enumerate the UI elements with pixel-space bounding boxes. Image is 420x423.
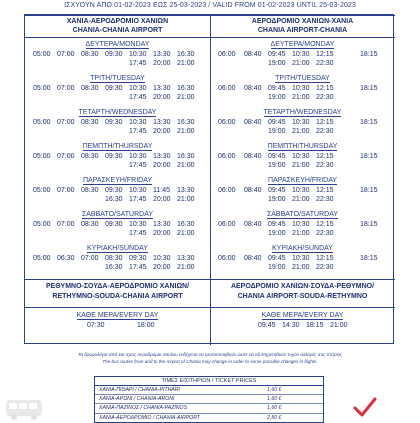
time-cell: 21:00	[177, 128, 195, 135]
time-cell: 17:45	[129, 162, 147, 169]
time-cell: 20:00	[153, 128, 171, 135]
ticket-prices-table	[94, 376, 324, 423]
time-cell: 16:30	[105, 264, 123, 271]
route-title-gr: ΧΑΝΙΑ-ΑΕΡΟΔΡΟΜΙΟ ΧΑΝΙΩΝ	[66, 18, 169, 25]
time-cell: 10:30	[292, 187, 310, 194]
time-cell: 12:15	[316, 153, 334, 160]
time-cell: 17:45	[129, 60, 147, 67]
time-cell: 07:00	[57, 153, 75, 160]
route2-title-gr: ΡΕΘΥΜΝΟ-ΣΟΥΔΑ-ΑΕΡΟΔΡΟΜΙΟ ΧΑΝΙΩΝ/	[45, 283, 190, 290]
time-cell: 12:15	[316, 221, 334, 228]
prices-header: ΤΙΜΕΣ ΕΙΣΙΤΗΡΙΩΝ / TICKET PRICES	[95, 377, 323, 386]
time-cell: 19:00	[268, 60, 286, 67]
route2-times-row	[210, 321, 395, 330]
time-cell: 09:45	[268, 85, 286, 92]
times-row	[210, 59, 395, 68]
time-cell: 10:30	[129, 221, 147, 228]
times-row	[210, 186, 395, 195]
time-cell: 22:30	[316, 94, 334, 101]
time-cell: 18:15	[360, 153, 378, 160]
time-cell: 07:00	[57, 85, 75, 92]
price-row	[95, 404, 323, 413]
time-cell: 21:00	[292, 128, 310, 135]
route2-times-row	[25, 321, 210, 330]
time-cell: 22:30	[316, 196, 334, 203]
time-cell: 19:00	[268, 264, 286, 271]
time-cell: 18:15	[360, 85, 378, 92]
time-cell: 06:00	[218, 85, 236, 92]
time-cell: 09:45	[258, 322, 276, 329]
price-route: ΧΑΝΙΑ-ΑΡΩΝΙ / CHANIA-ARONI	[99, 396, 175, 403]
times-row	[25, 59, 210, 68]
price-value: 1,60 €	[267, 396, 282, 403]
time-cell: 20:00	[153, 230, 171, 237]
time-cell: 07:00	[81, 255, 99, 262]
day-label: ΣΑΒΒΑΤΟ/SATURDAY	[266, 211, 339, 218]
day-label: ΔΕΥΤΕΡΑ/MONDAY	[270, 41, 335, 48]
time-cell: 18:15	[360, 119, 378, 126]
time-cell: 05:00	[33, 187, 51, 194]
time-cell: 22:30	[316, 60, 334, 67]
time-cell: 09:45	[268, 221, 286, 228]
time-cell: 19:00	[268, 162, 286, 169]
time-cell: 22:30	[316, 128, 334, 135]
time-cell: 17:45	[129, 196, 147, 203]
time-cell: 10:30	[129, 153, 147, 160]
time-cell: 22:30	[316, 230, 334, 237]
chania-to-airport-column	[25, 15, 210, 343]
time-cell: 21:00	[292, 60, 310, 67]
price-row	[95, 395, 323, 404]
time-cell: 13:30	[153, 51, 171, 58]
time-cell: 09:30	[105, 51, 123, 58]
time-cell: 20:00	[153, 60, 171, 67]
time-cell: 12:15	[316, 187, 334, 194]
time-cell: 06:00	[218, 255, 236, 262]
times-row	[210, 195, 395, 204]
time-cell: 08:30	[81, 153, 99, 160]
time-cell: 10:30	[292, 153, 310, 160]
day-label: ΠΕΜΠΤΗ/THURSDAY	[267, 143, 338, 150]
time-cell: 09:45	[268, 119, 286, 126]
time-cell: 08:30	[81, 119, 99, 126]
times-row	[210, 220, 395, 229]
time-cell: 09:30	[105, 153, 123, 160]
time-cell: 17:45	[129, 264, 147, 271]
times-row	[210, 50, 395, 59]
time-cell: 10:30	[129, 51, 147, 58]
time-cell: 12:15	[316, 51, 334, 58]
time-cell: 21:00	[292, 230, 310, 237]
time-cell: 06:00	[218, 51, 236, 58]
times-row	[210, 93, 395, 102]
time-cell: 10:30	[292, 119, 310, 126]
route2-day-label: ΚΑΘΕ ΜΕΡΑ/EVERY DAY	[76, 312, 159, 319]
time-cell: 16:30	[105, 196, 123, 203]
time-cell: 09:30	[105, 187, 123, 194]
note-english: The bus routes from and to the Airport of Chania may change in order to serve possible changes in flights.	[102, 359, 318, 364]
time-cell: 06:30	[57, 255, 75, 262]
time-cell: 20:00	[153, 196, 171, 203]
time-cell: 21:00	[177, 162, 195, 169]
day-label: ΚΥΡΙΑΚΗ/SUNDAY	[272, 245, 333, 252]
time-cell: 06:00	[218, 153, 236, 160]
time-cell: 22:30	[316, 162, 334, 169]
day-label: ΤΡΙΤΗ/TUESDAY	[275, 75, 330, 82]
time-cell: 08:40	[244, 51, 262, 58]
time-cell: 10:30	[292, 85, 310, 92]
time-cell: 05:00	[33, 255, 51, 262]
price-value: 2,50 €	[267, 414, 282, 421]
time-cell: 11:45	[153, 187, 170, 194]
price-route: ΧΑΝΙΑ-ΠΑΖΙΝΟΣ / CHANIA-PAZINOS	[99, 405, 188, 412]
time-cell: 21:00	[177, 230, 195, 237]
time-cell: 09:30	[129, 255, 147, 262]
time-cell: 12:15	[316, 255, 334, 262]
times-row	[210, 263, 395, 272]
time-cell: 06:00	[218, 119, 236, 126]
time-cell: 16:30	[177, 51, 195, 58]
time-cell: 05:00	[33, 85, 51, 92]
day-label: ΣΑΒΒΑΤΟ/SATURDAY	[81, 211, 154, 218]
time-cell: 21:00	[177, 264, 195, 271]
time-cell: 12:15	[316, 85, 334, 92]
time-cell: 08:30	[105, 255, 123, 262]
times-row	[25, 93, 210, 102]
time-cell: 08:40	[244, 85, 262, 92]
time-cell: 13:30	[153, 221, 171, 228]
time-cell: 20:00	[153, 162, 171, 169]
checkmark-icon	[352, 396, 378, 420]
time-cell: 19:00	[268, 128, 286, 135]
time-cell: 10:30	[129, 119, 147, 126]
times-row	[25, 50, 210, 59]
time-cell: 21:00	[292, 162, 310, 169]
time-cell: 16:30	[177, 221, 195, 228]
times-row	[210, 84, 395, 93]
time-cell: 16:30	[177, 119, 195, 126]
time-cell: 12:15	[316, 119, 334, 126]
time-cell: 19:00	[268, 196, 286, 203]
note-greek: Τα δρομολόγια από και προς Αεροδρόμιο Χανίων ενδέχεται να τροποποιηθούν ώστε να εξυπηρετηθούν τυχόν αλλαγές στις πτήσεις	[77, 352, 343, 357]
time-cell: 08:40	[244, 221, 262, 228]
time-cell: 13:30	[153, 119, 171, 126]
time-cell: 08:40	[244, 255, 262, 262]
schedule-table	[24, 14, 394, 344]
times-row	[25, 254, 210, 263]
time-cell: 18:15	[360, 221, 378, 228]
time-cell: 21:00	[292, 94, 310, 101]
day-label: ΔΕΥΤΕΡΑ/MONDAY	[85, 41, 150, 48]
times-row	[25, 127, 210, 136]
time-cell: 07:00	[57, 187, 75, 194]
time-cell: 17:45	[129, 94, 147, 101]
bus-icon	[4, 398, 44, 420]
route-title-gr: ΑΕΡΟΔΡΟΜΙΟ ΧΑΝΙΩΝ-ΧΑΝΙΑ	[251, 18, 354, 25]
time-cell: 13:30	[177, 255, 195, 262]
time-cell: 09:45	[268, 187, 286, 194]
time-cell: 05:00	[33, 119, 51, 126]
price-route: ΧΑΝΙΑ-ΑΕΡΟΔΡΟΜΙΟ / CHANIA-AIRPORT	[99, 414, 201, 421]
time-cell: 21:00	[177, 60, 195, 67]
time-cell: 10:30	[129, 187, 147, 194]
times-row	[25, 220, 210, 229]
times-row	[25, 118, 210, 127]
airport-to-chania-column	[210, 15, 395, 343]
times-row	[25, 263, 210, 272]
time-cell: 19:00	[268, 230, 286, 237]
times-row	[25, 152, 210, 161]
time-cell: 08:30	[81, 51, 99, 58]
time-cell: 10:30	[292, 255, 310, 262]
times-row	[25, 186, 210, 195]
day-label: ΚΥΡΙΑΚΗ/SUNDAY	[87, 245, 148, 252]
time-cell: 18:15	[306, 322, 324, 329]
time-cell: 21:00	[177, 196, 195, 203]
time-cell: 07:00	[57, 51, 75, 58]
times-row	[25, 229, 210, 238]
time-cell: 05:00	[33, 221, 51, 228]
price-value: 1,60 €	[267, 387, 282, 393]
time-cell: 13:30	[177, 187, 195, 194]
time-cell: 06:00	[218, 221, 236, 228]
time-cell: 06:00	[218, 187, 236, 194]
time-cell: 09:30	[105, 221, 123, 228]
price-value: 1,60 €	[267, 405, 282, 412]
time-cell: 10:30	[292, 51, 310, 58]
time-cell: 08:40	[244, 187, 262, 194]
time-cell: 09:45	[268, 255, 286, 262]
time-cell: 17:45	[129, 128, 147, 135]
price-row	[95, 414, 323, 422]
time-cell: 10:30	[129, 85, 147, 92]
time-cell: 13:30	[153, 153, 171, 160]
times-row	[210, 152, 395, 161]
day-label: ΠΑΡΑΣΚΕΥΗ/FRIDAY	[82, 177, 153, 184]
time-cell: 18:15	[360, 255, 378, 262]
time-cell: 18:15	[360, 51, 378, 58]
time-cell: 10:30	[292, 221, 310, 228]
time-cell: 09:30	[105, 119, 123, 126]
time-cell: 21:00	[292, 264, 310, 271]
time-cell: 21:00	[330, 322, 348, 329]
route2-title-gr: ΑΕΡΟΔΡΟΜΙΟ ΧΑΝΙΩΝ-ΣΟΥΔΑ-ΡΕΘΥΜΝΟ/	[230, 283, 375, 290]
route2-day-label: ΚΑΘΕ ΜΕΡΑ/EVERY DAY	[261, 312, 344, 319]
time-cell: 18:00	[137, 322, 155, 329]
time-cell: 10:30	[153, 255, 171, 262]
times-row	[210, 127, 395, 136]
route-title-en: CHANIA AIRPORT-CHANIA	[257, 27, 348, 34]
time-cell: 05:00	[33, 153, 51, 160]
time-cell: 07:30	[87, 322, 105, 329]
time-cell: 08:30	[81, 187, 99, 194]
time-cell: 17:45	[129, 230, 147, 237]
times-row	[210, 254, 395, 263]
day-label: ΠΕΜΠΤΗ/THURSDAY	[82, 143, 153, 150]
time-cell: 09:45	[268, 153, 286, 160]
times-row	[25, 161, 210, 170]
day-label: ΤΕΤΑΡΤΗ/WEDNESDAY	[78, 109, 157, 116]
time-cell: 20:00	[153, 264, 171, 271]
time-cell: 20:00	[153, 94, 171, 101]
route2-title-en: RETHYMNO-SOUDA-CHANIA AIRPORT	[52, 293, 183, 300]
times-row	[210, 118, 395, 127]
time-cell: 13:30	[153, 85, 171, 92]
day-label: ΠΑΡΑΣΚΕΥΗ/FRIDAY	[267, 177, 338, 184]
day-label: ΤΡΙΤΗ/TUESDAY	[90, 75, 145, 82]
time-cell: 08:30	[81, 221, 99, 228]
time-cell: 07:00	[57, 221, 75, 228]
time-cell: 18:15	[360, 187, 378, 194]
route-title-en: CHANIA-CHANIA AIRPORT	[72, 27, 163, 34]
price-row	[95, 386, 323, 395]
time-cell: 22:30	[316, 264, 334, 271]
day-label: ΤΕΤΑΡΤΗ/WEDNESDAY	[263, 109, 342, 116]
validity-line: ΙΣΧΥΟΥΝ ΑΠΟ 01-02-2023 ΕΩΣ 25-03-2023 / VALID FROM 01-02-2023 UNTIL 25-03-2023	[64, 2, 356, 9]
time-cell: 08:40	[244, 153, 262, 160]
time-cell: 09:30	[105, 85, 123, 92]
time-cell: 16:30	[177, 85, 195, 92]
time-cell: 16:30	[177, 153, 195, 160]
times-row	[25, 84, 210, 93]
time-cell: 08:30	[81, 85, 99, 92]
times-row	[210, 161, 395, 170]
time-cell: 14:30	[282, 322, 300, 329]
time-cell: 05:00	[33, 51, 51, 58]
times-row	[210, 229, 395, 238]
price-route: ΧΑΝΙΑ-ΠΙΘΑΡΙ / CHANIA-PITHARI	[99, 387, 180, 393]
time-cell: 21:00	[177, 94, 195, 101]
time-cell: 08:40	[244, 119, 262, 126]
time-cell: 09:45	[268, 51, 286, 58]
times-row	[25, 195, 210, 204]
time-cell: 21:00	[292, 196, 310, 203]
time-cell: 07:00	[57, 119, 75, 126]
time-cell: 19:00	[268, 94, 286, 101]
route2-title-en: CHANIA AIRPORT-SOUDA-RETHYMNO	[237, 293, 368, 300]
